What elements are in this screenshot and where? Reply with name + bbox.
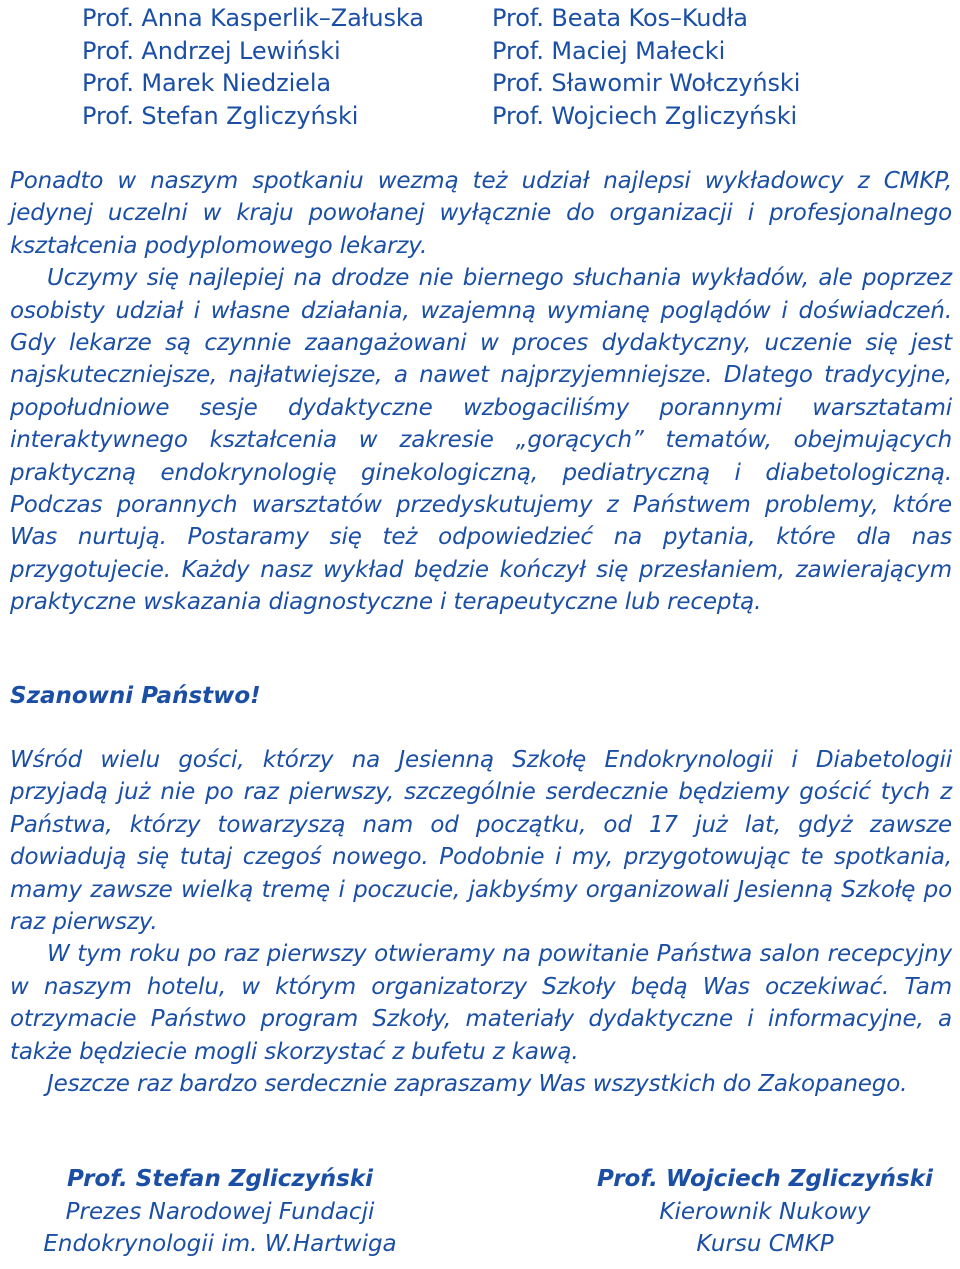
signatory-title: Kierownik Nukowy bbox=[659, 1198, 871, 1225]
greeting-heading: Szanowni Państwo! bbox=[10, 683, 261, 709]
organizer-name: Prof. Wojciech Zgliczyński bbox=[492, 101, 798, 130]
intro-paragraph: Ponadto w naszym spotkaniu wezmą też udział najlepsi wykładowcy z CMKP, jedynej uczelni w kraju powołanej wyłącznie do organizacji i profesjonalnego kształcenia podyplomowego lekarzy. bbox=[10, 168, 952, 259]
signatory-name: Prof. Stefan Zgliczyński bbox=[66, 1166, 374, 1192]
organizer-name: Prof. Maciej Małecki bbox=[492, 36, 726, 65]
closing-paragraph: Jeszcze raz bardzo serdecznie zapraszamy Was wszystkich do Zakopanego. bbox=[47, 1071, 908, 1098]
signatory-title: Kursu CMKP bbox=[696, 1231, 834, 1257]
signature-right bbox=[565, 1163, 960, 1261]
workshops-paragraph: Uczymy się najlepiej na drodze nie biernego słuchania wykładów, ale poprzez osobisty udział i własne działania, wzajemną wymianę poglądów i doświadczeń. Gdy lekarze są czynnie zaangażowani w proces dydaktyczny, uczenie się jest najskuteczniejsze, najłatwiejsze, a nawet najprzyjemniejsze. Dlatego tradycyjne, popołudniowe sesje dydaktyczne wzbogaciliśmy porannymi warsztatami interaktywnego kształcenia w zakresie „gorących” tematów, obejmujących praktyczną endokrynologię ginekologiczną, pediatryczną i diabetologiczną. Podczas porannych warsztatów przedyskutujemy z Państwem problemy, które Was nurtują. Postaramy się też odpowiedzieć na pytania, które dla nas przygotujecie. Każdy nasz wykład będzie kończył się przesłaniem, zawierającym praktyczne wskazania diagnostyczne i terapeutyczne lub receptą. bbox=[10, 265, 952, 616]
signatory-name: Prof. Wojciech Zgliczyński bbox=[597, 1166, 933, 1192]
reception-paragraph: W tym roku po raz pierwszy otwieramy na powitanie Państwa salon recepcyjny w naszym hotelu, w którym organizatorzy Szkoły będą Was oczekiwać. Tam otrzymacie Państwo program Szkoły, materiały dydaktyczne i informacyjne, a także będziecie mogli skorzystać z bufetu z kawą. bbox=[10, 941, 952, 1065]
organizer-name: Prof. Anna Kasperlik–Załuska bbox=[82, 4, 424, 32]
invitation-section bbox=[10, 744, 952, 1100]
organizer-name: Prof. Sławomir Wołczyński bbox=[492, 69, 801, 97]
organizer-name: Prof. Beata Kos–Kudła bbox=[492, 4, 748, 32]
signatory-title: Prezes Narodowej Fundacji bbox=[65, 1198, 375, 1225]
organizer-name: Prof. Marek Niedziela bbox=[82, 69, 332, 97]
organizer-name: Prof. Andrzej Lewiński bbox=[82, 36, 341, 65]
signature-left bbox=[20, 1163, 420, 1261]
signatory-title: Endokrynologii im. W.Hartwiga bbox=[43, 1231, 397, 1257]
organizer-name: Prof. Stefan Zgliczyński bbox=[82, 101, 359, 130]
guests-paragraph: Wśród wielu gości, którzy na Jesienną Szkołę Endokrynologii i Diabetologii przyjadą już nie po raz pierwszy, szczególnie serdecznie będziemy gościć tych z Państwa, którzy towarzyszą nam od początku, od 17 już lat, gdyż zawsze dowiadują się tutaj czegoś nowego. Podobnie i my, przygotowując te spotkania, mamy zawsze wielką tremę i poczucie, jakbyśmy organizowali Jesienną Szkołę po raz pierwszy. bbox=[10, 747, 952, 936]
organizers-list-right bbox=[492, 2, 800, 132]
organizers-list-left bbox=[82, 2, 424, 132]
intro-section bbox=[10, 165, 952, 619]
